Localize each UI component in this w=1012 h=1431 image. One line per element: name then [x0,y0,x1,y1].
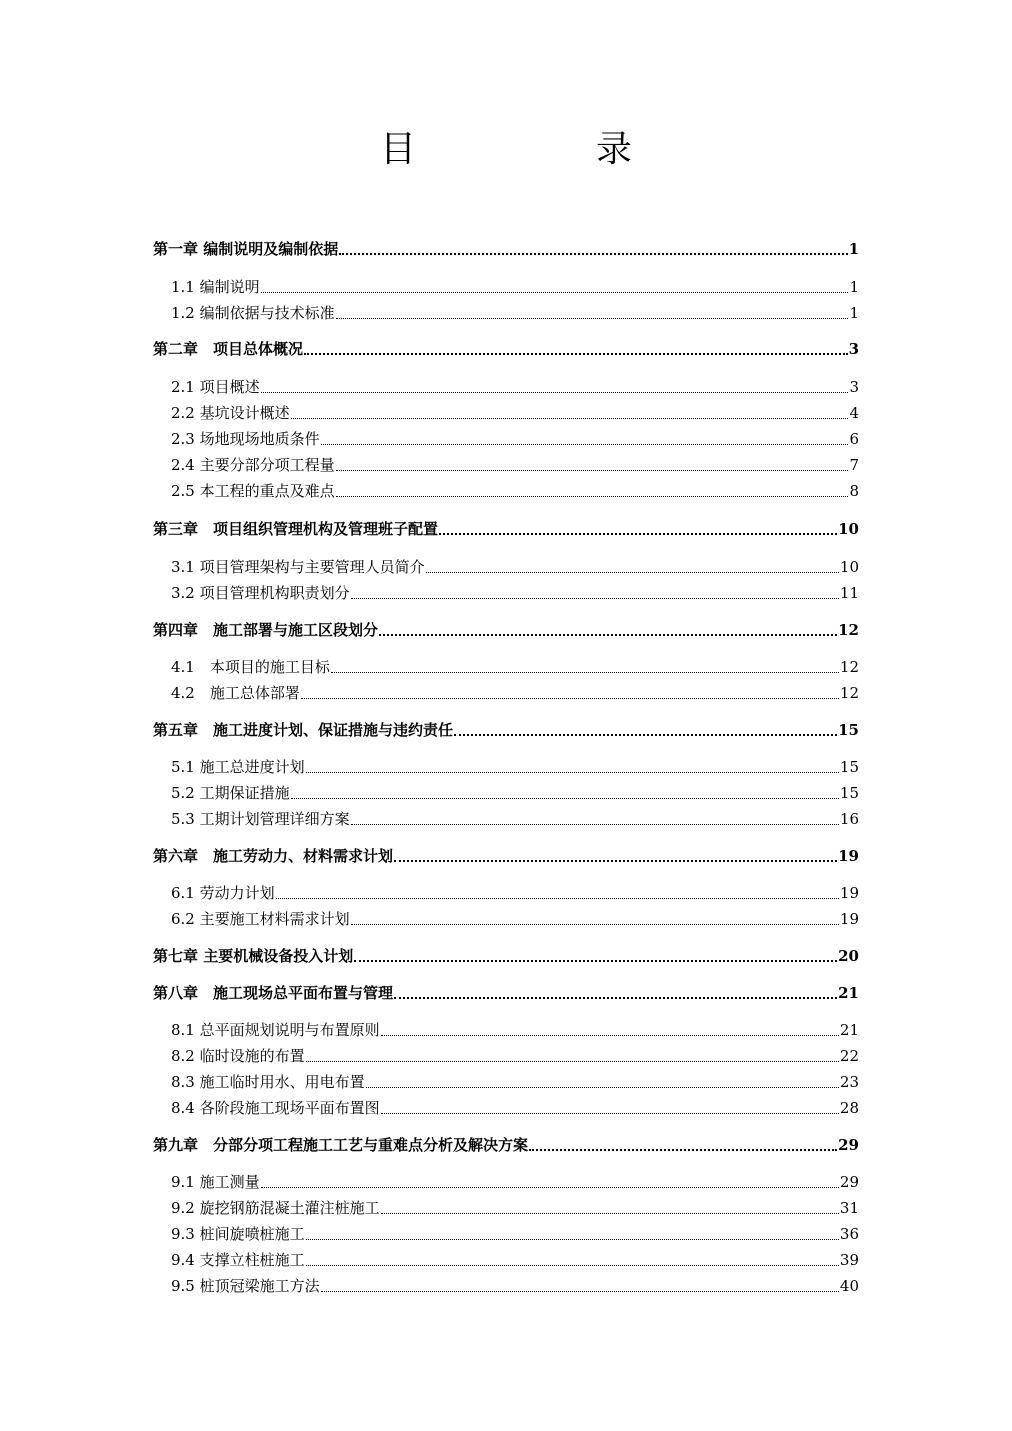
toc-section-entry[interactable] [171,1097,859,1119]
toc-dot-leader [321,428,849,450]
toc-dot-leader [261,376,849,398]
toc-dot-leader [306,1223,839,1245]
toc-section-entry[interactable] [171,454,859,476]
toc-page-number: 21 [838,984,859,1002]
toc-dot-leader [306,756,839,778]
toc-page-number: 19 [839,884,859,902]
toc-page-number: 15 [839,784,859,802]
toc-section-entry[interactable] [171,756,859,778]
toc-page-number: 4 [849,404,859,422]
toc-chapter-entry[interactable] [153,945,859,967]
toc-entry-label: 2.2 基坑设计概述 [171,404,290,422]
toc-chapter-entry[interactable] [153,338,859,360]
toc-page-number: 1 [849,304,859,322]
toc-dot-leader [336,480,849,502]
toc-page-number: 21 [839,1021,859,1039]
toc-entry-label: 9.2 旋挖钢筋混凝土灌注桩施工 [171,1199,380,1217]
toc-entry-label: 第五章 施工进度计划、保证措施与违约责任 [153,721,454,739]
toc-entry-label: 第七章 主要机械设备投入计划 [153,947,354,965]
toc-section-entry[interactable] [171,276,859,298]
toc-entry-label: 5.3 工期计划管理详细方案 [171,810,350,828]
toc-entry-label: 1.2 编制依据与技术标准 [171,304,335,322]
toc-section-entry[interactable] [171,682,859,704]
toc-entry-label: 2.5 本工程的重点及难点 [171,482,335,500]
toc-dot-leader [529,1134,837,1156]
toc-entry-label: 2.4 主要分部分项工程量 [171,456,335,474]
toc-page-number: 22 [839,1047,859,1065]
toc-chapter-entry[interactable] [153,845,859,867]
toc-entry-label: 6.2 主要施工材料需求计划 [171,910,350,928]
toc-section-entry[interactable] [171,302,859,324]
toc-dot-leader [339,238,847,260]
toc-page-number: 1 [849,278,859,296]
toc-entry-label: 第一章 编制说明及编制依据 [153,240,339,258]
toc-section-entry[interactable] [171,1249,859,1271]
toc-dot-leader [304,338,848,360]
toc-entry-label: 5.1 施工总进度计划 [171,758,305,776]
toc-section-entry[interactable] [171,656,859,678]
toc-dot-leader [331,656,839,678]
toc-page-number: 6 [849,430,859,448]
toc-page-number: 31 [839,1199,859,1217]
toc-section-entry[interactable] [171,376,859,398]
toc-dot-leader [291,402,849,424]
toc-dot-leader [354,945,837,967]
toc-page-number: 40 [839,1277,859,1295]
toc-dot-leader [351,808,839,830]
toc-page-number: 39 [839,1251,859,1269]
toc-section-entry[interactable] [171,1045,859,1067]
toc-dot-leader [276,882,839,904]
toc-page-number: 15 [838,721,859,739]
toc-entry-label: 9.1 施工测量 [171,1173,260,1191]
toc-entry-label: 第二章 项目总体概况 [153,340,304,358]
toc-section-entry[interactable] [171,556,859,578]
toc-entry-label: 9.5 桩顶冠梁施工方法 [171,1277,320,1295]
toc-entry-label: 3.2 项目管理机构职责划分 [171,584,350,602]
toc-entry-label: 9.4 支撑立柱桩施工 [171,1251,305,1269]
toc-section-entry[interactable] [171,480,859,502]
toc-page-number: 29 [838,1136,859,1154]
toc-entry-label: 9.3 桩间旋喷桩施工 [171,1225,305,1243]
toc-chapter-entry[interactable] [153,982,859,1004]
toc-dot-leader [261,1171,839,1193]
toc-section-entry[interactable] [171,808,859,830]
toc-entry-label: 8.4 各阶段施工现场平面布置图 [171,1099,380,1117]
toc-page-number: 11 [839,584,859,602]
toc-section-entry[interactable] [171,1071,859,1093]
toc-section-entry[interactable] [171,1197,859,1219]
toc-section-entry[interactable] [171,782,859,804]
toc-page-number: 1 [848,240,859,258]
toc-page-number: 23 [839,1073,859,1091]
toc-page-number: 10 [838,520,859,538]
toc-section-entry[interactable] [171,908,859,930]
toc-entry-label: 第八章 施工现场总平面布置与管理 [153,984,394,1002]
toc-section-entry[interactable] [171,1223,859,1245]
toc-section-entry[interactable] [171,428,859,450]
toc-page-number: 28 [839,1099,859,1117]
toc-section-entry[interactable] [171,582,859,604]
toc-page-number: 12 [839,658,859,676]
toc-entry-label: 4.2 施工总体部署 [171,684,300,702]
toc-page-number: 16 [839,810,859,828]
toc-chapter-entry[interactable] [153,1134,859,1156]
toc-entry-label: 6.1 劳动力计划 [171,884,275,902]
toc-chapter-entry[interactable] [153,719,859,741]
toc-entry-label: 8.2 临时设施的布置 [171,1047,305,1065]
toc-page-number: 19 [838,847,859,865]
toc-page-number: 15 [839,758,859,776]
toc-dot-leader [351,582,839,604]
toc-section-entry[interactable] [171,402,859,424]
toc-page-number: 3 [849,378,859,396]
toc-entry-label: 1.1 编制说明 [171,278,260,296]
toc-entry-label: 第九章 分部分项工程施工工艺与重难点分析及解决方案 [153,1136,529,1154]
page-title: 目 录 [379,129,704,170]
toc-dot-leader [306,1249,839,1271]
toc-dot-leader [394,845,837,867]
toc-chapter-entry[interactable] [153,518,859,540]
toc-dot-leader [261,276,849,298]
toc-dot-leader [379,619,837,641]
toc-dot-leader [366,1071,839,1093]
toc-entry-label: 3.1 项目管理架构与主要管理人员简介 [171,558,425,576]
toc-entry-label: 8.3 施工临时用水、用电布置 [171,1073,365,1091]
toc-dot-leader [381,1097,839,1119]
toc-section-entry[interactable] [171,1171,859,1193]
toc-dot-leader [439,518,837,540]
toc-dot-leader [381,1197,839,1219]
toc-dot-leader [301,682,839,704]
toc-entry-label: 8.1 总平面规划说明与布置原则 [171,1021,380,1039]
toc-page-number: 12 [839,684,859,702]
toc-entry-label: 5.2 工期保证措施 [171,784,290,802]
toc-chapter-entry[interactable] [153,238,859,260]
toc-page-number: 10 [839,558,859,576]
toc-dot-leader [381,1019,839,1041]
toc-page-number: 36 [839,1225,859,1243]
toc-dot-leader [394,982,837,1004]
toc-page-number: 29 [839,1173,859,1191]
toc-dot-leader [336,302,849,324]
toc-page-number: 19 [839,910,859,928]
toc-section-entry[interactable] [171,882,859,904]
toc-dot-leader [291,782,839,804]
toc-page-number: 8 [849,482,859,500]
toc-dot-leader [336,454,849,476]
toc-entry-label: 第四章 施工部署与施工区段划分 [153,621,379,639]
toc-section-entry[interactable] [171,1275,859,1297]
toc-dot-leader [351,908,839,930]
toc-dot-leader [426,556,839,578]
toc-entry-label: 2.1 项目概述 [171,378,260,396]
toc-dot-leader [321,1275,839,1297]
toc-dot-leader [306,1045,839,1067]
toc-page-number: 20 [838,947,859,965]
toc-page-number: 7 [849,456,859,474]
toc-entry-label: 2.3 场地现场地质条件 [171,430,320,448]
toc-entry-label: 4.1 本项目的施工目标 [171,658,330,676]
toc-page-number: 3 [848,340,859,358]
toc-page-number: 12 [838,621,859,639]
toc-section-entry[interactable] [171,1019,859,1041]
toc-chapter-entry[interactable] [153,619,859,641]
toc-entry-label: 第三章 项目组织管理机构及管理班子配置 [153,520,439,538]
toc-entry-label: 第六章 施工劳动力、材料需求计划 [153,847,394,865]
toc-dot-leader [454,719,837,741]
